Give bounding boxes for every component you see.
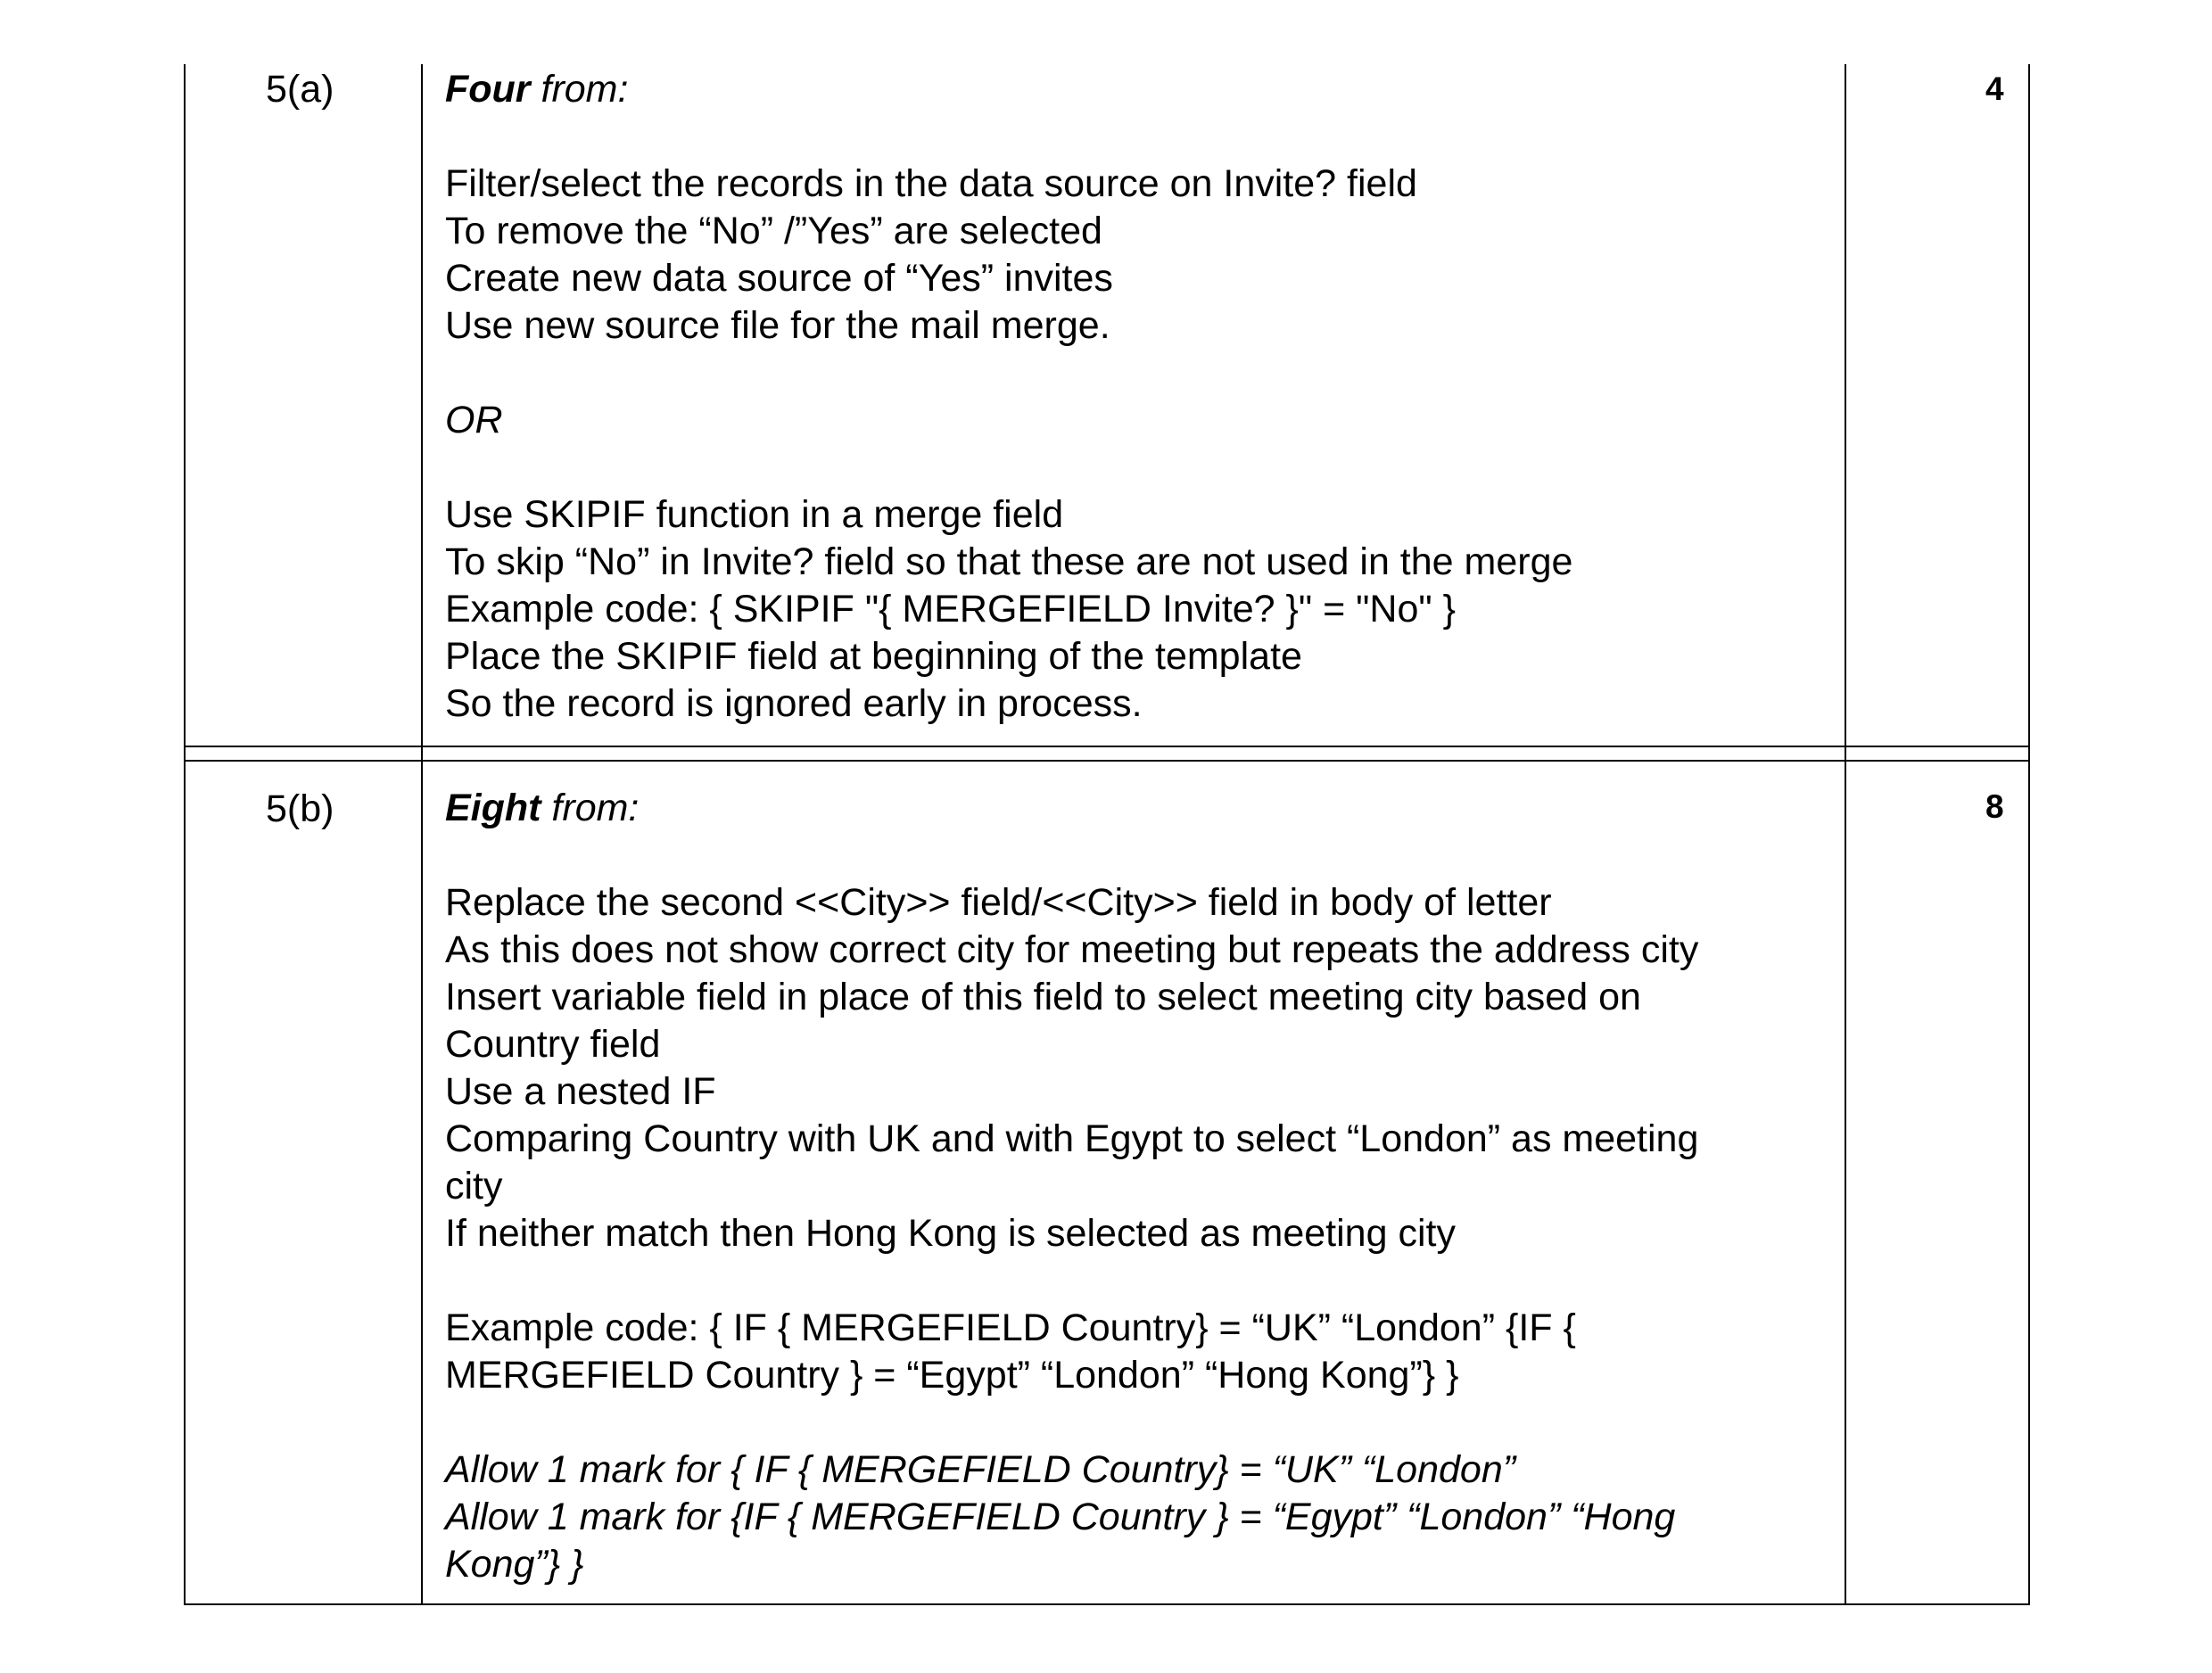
allowance-line: Allow 1 mark for {IF { MERGEFIELD Country } = “Egypt” “London” “Hong: [445, 1496, 1676, 1538]
heading-count: Eight: [445, 787, 541, 829]
answer-line: Use SKIPIF function in a merge field: [445, 493, 1064, 536]
row-separator-top: [184, 746, 2030, 747]
table-left-border: [184, 64, 186, 1605]
heading-count: Four: [445, 68, 531, 111]
heading-rest: from:: [530, 68, 629, 111]
answer-line: Use new source file for the mail merge.: [445, 304, 1110, 347]
answer-5a: [445, 66, 1845, 728]
answer-line: Example code: { SKIPIF "{ MERGEFIELD Invite? }" = "No" }: [445, 588, 1456, 630]
answer-line: To remove the “No” /”Yes” are selected: [445, 210, 1102, 252]
answer-5b: [445, 785, 1845, 1588]
answer-line: Create new data source of “Yes” invites: [445, 257, 1113, 300]
allowance-line: Kong”} }: [445, 1543, 584, 1586]
answer-line: Use a nested IF: [445, 1070, 716, 1113]
answer-line: Country field: [445, 1023, 661, 1066]
answer-line: MERGEFIELD Country } = “Egypt” “London” “Hong Kong”} }: [445, 1354, 1459, 1397]
row-separator-bottom: [184, 760, 2030, 762]
answer-line: Example code: { IF { MERGEFIELD Country} = “UK” “London” {IF {: [445, 1306, 1576, 1349]
answer-heading: [445, 66, 1845, 113]
answer-heading: [445, 785, 1845, 832]
marks-value: 4: [1985, 70, 2004, 107]
question-number: 5(b): [266, 787, 334, 830]
heading-rest: from:: [541, 787, 640, 829]
answer-line: Insert variable field in place of this field to select meeting city based on: [445, 976, 1641, 1018]
marks-value: 8: [1985, 788, 2004, 825]
table-right-border: [2028, 64, 2030, 1605]
column-divider-question: [421, 64, 423, 1605]
answer-line: Replace the second <<City>> field/<<City>> field in body of letter: [445, 881, 1552, 924]
answer-line: Comparing Country with UK and with Egypt to select “London” as meeting: [445, 1117, 1699, 1160]
answer-line: Filter/select the records in the data source on Invite? field: [445, 162, 1417, 205]
or-label: OR: [445, 399, 503, 441]
answer-line: If neither match then Hong Kong is selected as meeting city: [445, 1212, 1456, 1255]
question-number: 5(a): [266, 68, 334, 111]
answer-line: city: [445, 1165, 503, 1207]
answer-line: As this does not show correct city for meeting but repeats the address city: [445, 928, 1699, 971]
allowance-line: Allow 1 mark for { IF { MERGEFIELD Country} = “UK” “London”: [445, 1448, 1516, 1491]
answer-line: Place the SKIPIF field at beginning of the template: [445, 635, 1302, 678]
answer-line: So the record is ignored early in process.: [445, 682, 1143, 725]
answer-line: To skip “No” in Invite? field so that these are not used in the merge: [445, 540, 1573, 583]
table-bottom-border: [184, 1603, 2030, 1605]
